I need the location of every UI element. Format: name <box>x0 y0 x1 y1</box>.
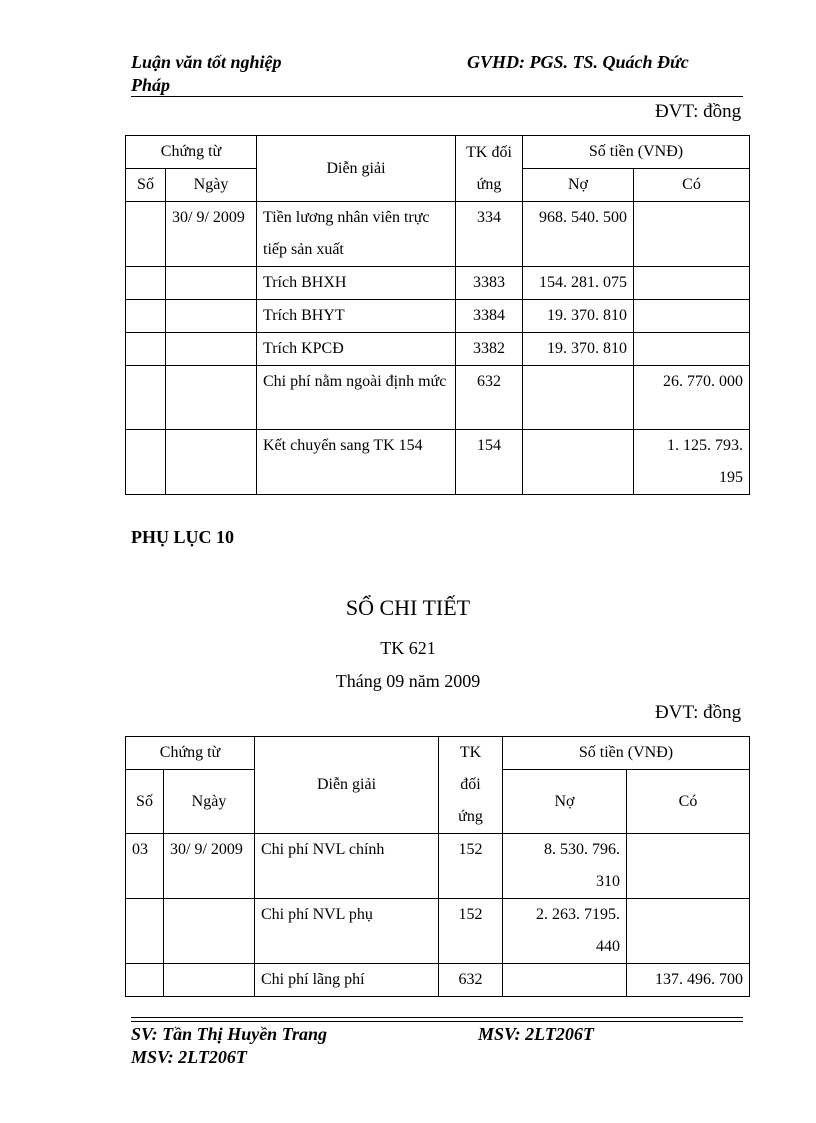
cell-debit: 19. 370. 810 <box>523 300 634 333</box>
cell-no: 03 <box>126 834 164 899</box>
header-thesis-label: Luận văn tốt nghiệp <box>131 52 282 72</box>
cell-desc: Tiền lương nhân viên trực tiếp sản xuất <box>257 202 456 267</box>
col-voucher-date: Ngày <box>166 169 257 202</box>
cell-date <box>164 964 255 997</box>
table-row <box>126 834 750 899</box>
cell-date <box>166 430 257 495</box>
cell-desc: Kết chuyển sang TK 154 <box>257 430 456 495</box>
table2-unit: ĐVT: đồng <box>655 702 742 723</box>
cell-date <box>166 300 257 333</box>
cell-no <box>126 267 166 300</box>
cell-desc: Trích BHXH <box>257 267 456 300</box>
cell-acct: 632 <box>456 366 523 430</box>
col-description: Diễn giải <box>257 136 456 202</box>
cell-credit <box>634 333 750 366</box>
col-amount: Số tiền (VNĐ) <box>503 737 750 770</box>
header-advisor: GVHD: PGS. TS. Quách Đức <box>467 52 689 72</box>
col-voucher: Chứng từ <box>126 136 257 169</box>
cell-debit: 968. 540. 500 <box>523 202 634 267</box>
cell-no <box>126 430 166 495</box>
cell-acct: 632 <box>439 964 503 997</box>
cell-no <box>126 300 166 333</box>
cell-desc: Trích BHYT <box>257 300 456 333</box>
table1-unit: ĐVT: đồng <box>655 101 742 122</box>
table-row <box>126 202 750 267</box>
cell-no <box>126 964 164 997</box>
cell-acct: 3383 <box>456 267 523 300</box>
cell-credit <box>634 202 750 267</box>
col-voucher: Chứng từ <box>126 737 255 770</box>
cell-no <box>126 899 164 964</box>
cell-date <box>166 366 257 430</box>
cell-desc: Chi phí nằm ngoài định mức <box>257 366 456 430</box>
cell-credit <box>634 300 750 333</box>
cell-no <box>126 366 166 430</box>
table-row <box>126 267 750 300</box>
cell-acct: 3384 <box>456 300 523 333</box>
ledger-table-2 <box>125 736 750 997</box>
table-row <box>126 899 750 964</box>
cell-debit: 19. 370. 810 <box>523 333 634 366</box>
ledger-table-1 <box>125 135 750 495</box>
cell-debit <box>523 366 634 430</box>
ledger-account: TK 621 <box>380 638 436 658</box>
col-voucher-no: Số <box>126 169 166 202</box>
table-row <box>126 366 750 430</box>
ledger-period: Tháng 09 năm 2009 <box>335 671 481 691</box>
cell-debit: 2. 263. 7195. 440 <box>503 899 627 964</box>
col-credit: Có <box>627 770 750 834</box>
table-row <box>126 964 750 997</box>
col-credit: Có <box>634 169 750 202</box>
cell-acct: 154 <box>456 430 523 495</box>
footer-student-id-left: MSV: 2LT206T <box>131 1047 247 1067</box>
col-contra-account: TK đối ứng <box>456 136 523 202</box>
col-description: Diễn giải <box>255 737 439 834</box>
col-voucher-date: Ngày <box>164 770 255 834</box>
cell-date: 30/ 9/ 2009 <box>164 834 255 899</box>
cell-acct: 152 <box>439 834 503 899</box>
cell-no <box>126 333 166 366</box>
cell-credit <box>627 834 750 899</box>
cell-date <box>166 267 257 300</box>
col-contra-account: TK đối ứng <box>439 737 503 834</box>
cell-date <box>164 899 255 964</box>
ledger-title: SỔ CHI TIẾT <box>345 595 471 620</box>
table-row <box>126 430 750 495</box>
cell-credit: 137. 496. 700 <box>627 964 750 997</box>
col-debit: Nợ <box>503 770 627 834</box>
header-rule <box>131 96 743 97</box>
cell-acct: 3382 <box>456 333 523 366</box>
footer-rule-top <box>131 1017 743 1018</box>
cell-desc: Chi phí NVL phụ <box>255 899 439 964</box>
col-amount: Số tiền (VNĐ) <box>523 136 750 169</box>
table-row <box>126 300 750 333</box>
footer-student-id-right: MSV: 2LT206T <box>478 1024 594 1044</box>
col-debit: Nợ <box>523 169 634 202</box>
cell-desc: Chi phí lãng phí <box>255 964 439 997</box>
cell-date <box>166 333 257 366</box>
cell-date: 30/ 9/ 2009 <box>166 202 257 267</box>
cell-debit <box>523 430 634 495</box>
cell-credit: 1. 125. 793. 195 <box>634 430 750 495</box>
cell-desc: Trích KPCĐ <box>257 333 456 366</box>
col-voucher-no: Số <box>126 770 164 834</box>
cell-desc: Chi phí NVL chính <box>255 834 439 899</box>
cell-credit <box>634 267 750 300</box>
cell-acct: 152 <box>439 899 503 964</box>
table-row <box>126 333 750 366</box>
cell-debit <box>503 964 627 997</box>
cell-acct: 334 <box>456 202 523 267</box>
footer-student: SV: Tần Thị Huyền Trang <box>131 1024 328 1044</box>
cell-no <box>126 202 166 267</box>
header-advisor-cont: Pháp <box>131 75 171 95</box>
cell-debit: 8. 530. 796. 310 <box>503 834 627 899</box>
cell-debit: 154. 281. 075 <box>523 267 634 300</box>
cell-credit <box>627 899 750 964</box>
cell-credit: 26. 770. 000 <box>634 366 750 430</box>
appendix-label: PHỤ LỤC 10 <box>131 527 234 547</box>
